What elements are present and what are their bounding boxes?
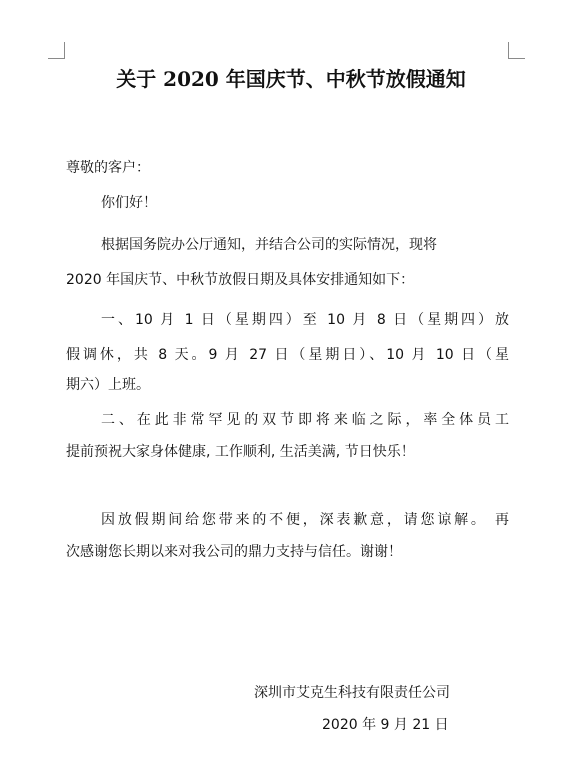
signature-date: 2020 年 9 月 21 日 xyxy=(322,717,449,733)
paragraph-1-line-2: 2020 年国庆节、中秋节放假日期及具体安排通知如下： xyxy=(66,272,415,288)
hello-line: 你们好！ xyxy=(101,195,157,211)
paragraph-3-line-2: 提前预祝大家身体健康, 工作顺利, 生活美满, 节日快乐！ xyxy=(66,444,415,460)
paragraph-4-line-1: 因放假期间给您带来的不便，深表歉意，请您谅解。 再 xyxy=(101,512,509,528)
paragraph-2-line-2: 假调休，共 8 天。9 月 27 日（星期日）、10 月 10 日（星 xyxy=(66,347,509,363)
paragraph-1-line-1: 根据国务院办公厅通知，并结合公司的实际情况，现将 xyxy=(101,237,437,253)
paragraph-4-line-2: 次感谢您长期以来对我公司的鼎力支持与信任。谢谢！ xyxy=(66,544,402,560)
crop-mark-top-right xyxy=(508,42,525,59)
greeting: 尊敬的客户： xyxy=(66,160,150,176)
document-title: 关于 2020 年国庆节、中秋节放假通知 xyxy=(116,67,466,91)
paragraph-3-line-1: 二、在此非常罕见的双节即将来临之际，率全体员工 xyxy=(101,412,509,428)
paragraph-2-line-3: 期六）上班。 xyxy=(66,377,150,393)
signature-company: 深圳市艾克生科技有限责任公司 xyxy=(254,685,450,701)
paragraph-2-line-1: 一、10 月 1 日（星期四）至 10 月 8 日（星期四）放 xyxy=(101,312,509,328)
crop-mark-top-left xyxy=(48,42,65,59)
